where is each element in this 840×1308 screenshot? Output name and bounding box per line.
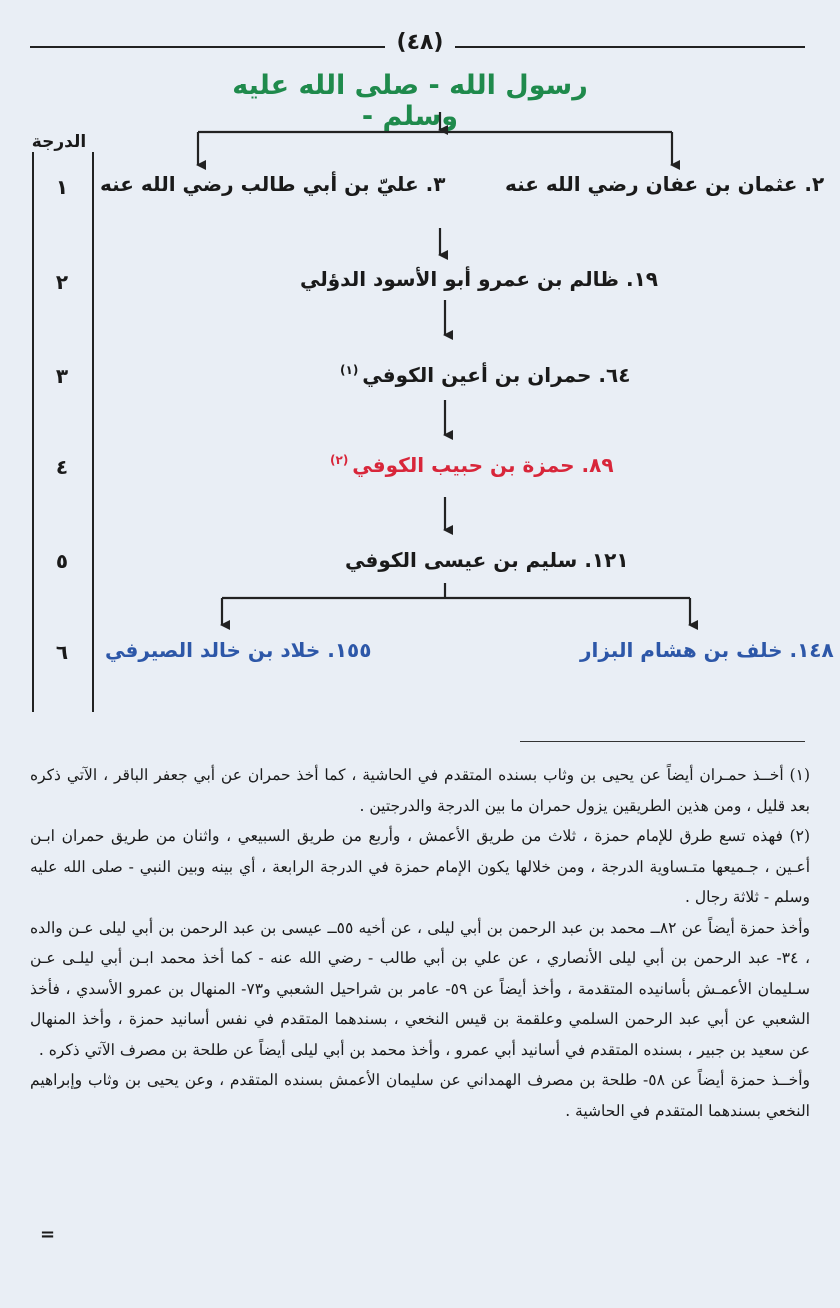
node-khalaf: ١٤٨. خلف بن هشام البزار (580, 638, 834, 662)
degree-6: ٦ (55, 640, 69, 664)
node-humran-text: ٦٤. حمران بن أعين الكوفي (362, 363, 631, 387)
chart-title: رسول الله - صلى الله عليه وسلم - (232, 70, 588, 132)
footnote-1: (١) أخــذ حمـران أيضاً عن يحيى بن وثاب بسنده المتقدم في الحاشية ، كما أخذ حمران عن أبي جعفر الباقر ، الآتي ذكره بعد قليل ، ومن هذين الطريقين يزول حمران ما بين الدرجة والدرجتين . (30, 766, 810, 815)
degree-column-line-left (32, 152, 34, 712)
degree-1: ١ (55, 175, 69, 199)
page-number: (٤٨) (396, 30, 444, 55)
node-humran (340, 363, 630, 387)
degree-3: ٣ (55, 364, 69, 388)
degree-4: ٤ (55, 455, 69, 479)
node-hamza-text: ٨٩. حمزة بن حبيب الكوفي (352, 453, 614, 477)
node-sulaym: ١٢١. سليم بن عيسى الكوفي (345, 548, 629, 572)
node-zalim: ١٩. ظالم بن عمرو أبو الأسود الدؤلي (300, 267, 659, 291)
footnote-rule (520, 741, 805, 742)
continuation-mark: = (40, 1224, 56, 1245)
footnote-paragraph-4: وأخــذ حمزة أيضاً عن ٥٨- طلحة بن مصرف الهمداني عن سليمان الأعمش بسنده المتقدم ، وعن يحيى بن وثاب وإبراهيم النخعي بسندهما المتقدم في الحاشية . (30, 1071, 810, 1120)
degree-column-line-right (92, 152, 94, 712)
degree-5: ٥ (55, 549, 69, 573)
footnotes (30, 760, 810, 1126)
node-khallad: ١٥٥. خلاد بن خالد الصيرفي (105, 638, 372, 662)
footnote-ref-1: (١) (340, 363, 359, 378)
node-hamza (330, 453, 614, 477)
footnote-ref-2: (٢) (330, 453, 349, 468)
node-uthman: ٢. عثمان بن عفان رضي الله عنه (505, 172, 825, 196)
footnote-2: (٢) فهذه تسع طرق للإمام حمزة ، ثلاث من طريق الأعمش ، وأربع من طريق السبيعي ، واثنان من طريق حمران ابـن أعـين ، جـميعها متـساوية الدرجة ، ومن خلالها يكون الإمام حمزة في الدرجة الرابعة ، أي بينه وبين النبي - صلى الله عليه وسلم - ثلاثة رجال . (30, 827, 810, 906)
node-ali: ٣. عليّ بن أبي طالب رضي الله عنه (100, 172, 446, 196)
degree-header: الدرجة (31, 132, 87, 152)
footnote-paragraph-3: وأخذ حمزة أيضاً عن ٨٢ــ محمد بن عبد الرحمن بن أبي ليلى ، عن أخيه ٥٥ــ عيسى بن عبد الرحمن بن أبي ليلى عـن والده ، ٣٤- عبد الرحمن بن أبي ليلى الأنصاري ، عن علي بن أبي طالب - رضي الله عنه - كما أخذ محمد ابـن أبي ليلـى عـن سـليمان الأعمـش بأسانيده المتقدمة ، وأخذ أيضاً عن ٥٩- عامر بن شراحيل الشعبي و٧٣- المنهال بن عمرو الأسدي ، فأخذ الشعبي عن أبي عبد الرحمن السلمي وعلقمة بن قيس النخعي ، بسندهما المتقدم في نفس أسانيد حمزة ، وأخذ المنهال عن سعيد بن جبير ، بسنده المتقدم في أسانيد أبي عمرو ، وأخذ محمد بن أبي ليلى أيضاً عن طلحة بن مصرف الآتي ذكره . (30, 918, 810, 1059)
degree-2: ٢ (55, 270, 69, 294)
